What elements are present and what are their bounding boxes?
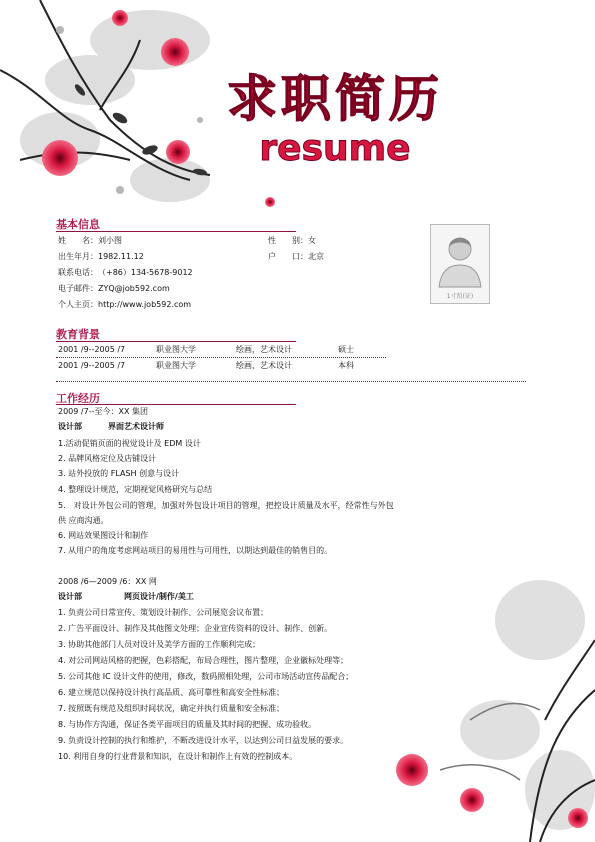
- education-row: [58, 361, 354, 371]
- name-value: 刘小图: [98, 236, 122, 245]
- homepage-row: [58, 300, 191, 310]
- edu-degree: 硕士: [338, 345, 354, 354]
- section-basic-info-heading: 基本信息: [56, 218, 100, 231]
- job-duty-item: 8. 与协作方沟通，保证各类平面项目的质量及其时间的把握、成功验收。: [58, 720, 317, 729]
- edu-major: 绘画，艺术设计: [236, 361, 292, 370]
- education-divider: [56, 341, 296, 342]
- job-duty-item: 4. 对公司网站风格的把握，色彩搭配，布局合理性，图片整理，企业徽标处理等；: [58, 656, 349, 665]
- edu-major: 绘画，艺术设计: [236, 345, 292, 354]
- gender-label: 性 别：: [268, 236, 308, 245]
- job-duty-item: 1. 负责公司日常宣传、策划设计制作、公司展览会议布置；: [58, 608, 269, 617]
- photo-placeholder: [430, 224, 490, 304]
- email-row: [58, 284, 170, 294]
- email-value[interactable]: ZYQ@job592.com: [98, 284, 170, 293]
- work-divider: [56, 404, 296, 405]
- birth-value: 1982.11.12: [98, 252, 144, 261]
- edu-school: 职业图大学: [156, 361, 196, 370]
- basic-info-divider: [56, 231, 296, 232]
- edu-period: 2001 /9--2005 /7: [58, 361, 126, 370]
- job-duty-item: 4. 整理设计规范，定期视觉风格研究与总结: [58, 485, 213, 494]
- gender-row: [268, 236, 316, 246]
- title-cn: 求职简历: [227, 70, 443, 128]
- job-duty-item: 3. 协助其他部门人员对设计及美学方面的工作顺利完成；: [58, 640, 261, 649]
- job-title-row: [58, 592, 194, 602]
- job-duty-item: 9. 负责设计控制的执行和维护，不断改进设计水平，以达到公司日益发展的要求。: [58, 736, 349, 745]
- photo-caption: 1寸照(证): [446, 293, 474, 300]
- education-row: [58, 345, 354, 355]
- edu-degree: 本科: [338, 361, 354, 370]
- title-en: resume: [259, 128, 411, 169]
- hukou-label: 户 口：: [268, 252, 308, 261]
- email-label: 电子邮件：: [58, 284, 98, 293]
- homepage-label: 个人主页：: [58, 300, 98, 309]
- job-period: 2008 /6—2009 /6：XX 网: [58, 577, 157, 586]
- name-row: [58, 236, 122, 246]
- job-period: 2009 /7--至今：XX 集团: [58, 407, 148, 416]
- phone-row: [58, 268, 193, 278]
- job-duty-item: 5. 公司其他 IC 设计文件的使用，修改，数码照相处理，公司市场活动宣传品配合；: [58, 672, 354, 681]
- phone-value: （+86）134-5678-9012: [98, 268, 193, 277]
- name-label: 姓 名：: [58, 236, 98, 245]
- job-position: 界面艺术设计师: [108, 422, 164, 431]
- edu-period: 2001 /9--2005 /7: [58, 345, 126, 354]
- job-duty-item: 供 应商沟通。: [58, 516, 109, 525]
- job-duty-item: 7. 从用户的角度考虑网站项目的易用性与可用性，以期达到最佳的销售目的。: [58, 546, 333, 555]
- hukou-row: [268, 252, 324, 262]
- job-duty-item: 10. 利用自身的行业背景和知识，在设计和制作上有效的控制成本。: [58, 752, 298, 761]
- job-duty-item: 2. 广告平面设计、制作及其他图文处理；企业宣传资料的设计、制作、创新。: [58, 624, 333, 633]
- job-title-row: [58, 422, 164, 432]
- job-dept: 设计部: [58, 422, 82, 431]
- job-dept: 设计部: [58, 592, 82, 601]
- job-duty-item: 2. 品牌风格定位及店铺设计: [58, 454, 157, 463]
- section-work-heading: 工作经历: [56, 392, 100, 405]
- section-divider: [56, 381, 526, 382]
- job-position: 网页设计/制作/美工: [124, 592, 194, 601]
- phone-label: 联系电话：: [58, 268, 98, 277]
- hukou-value: 北京: [308, 252, 324, 261]
- job-duty-item: 6. 网站效果图设计和制作: [58, 531, 149, 540]
- birth-label: 出生年月：: [58, 252, 98, 261]
- homepage-link[interactable]: http://www.job592.com: [98, 300, 192, 309]
- gender-value: 女: [308, 236, 316, 245]
- job-duty-item: 3. 站外投放的 FLASH 创意与设计: [58, 469, 180, 478]
- job-duty-item: 6. 建立规范以保持设计执行高品质、高可靠性和高安全性标准；: [58, 688, 285, 697]
- section-education-heading: 教育背景: [56, 328, 100, 341]
- job-duty-item: 1.活动促销页面的视觉设计及 EDM 设计: [58, 439, 201, 448]
- title-banner: [185, 60, 485, 170]
- edu-school: 职业图大学: [156, 345, 196, 354]
- job-duty-item: 5. 对设计外包公司的管理，加强对外包设计项目的管理，把控设计质量及水平，经常性与外包: [58, 501, 394, 510]
- person-silhouette-icon: [431, 225, 489, 289]
- job-duty-item: 7. 按照既有规范及组织时间状况，确定并执行质量和安全标准；: [58, 704, 285, 713]
- birth-row: [58, 252, 144, 262]
- education-row-divider: [56, 357, 386, 358]
